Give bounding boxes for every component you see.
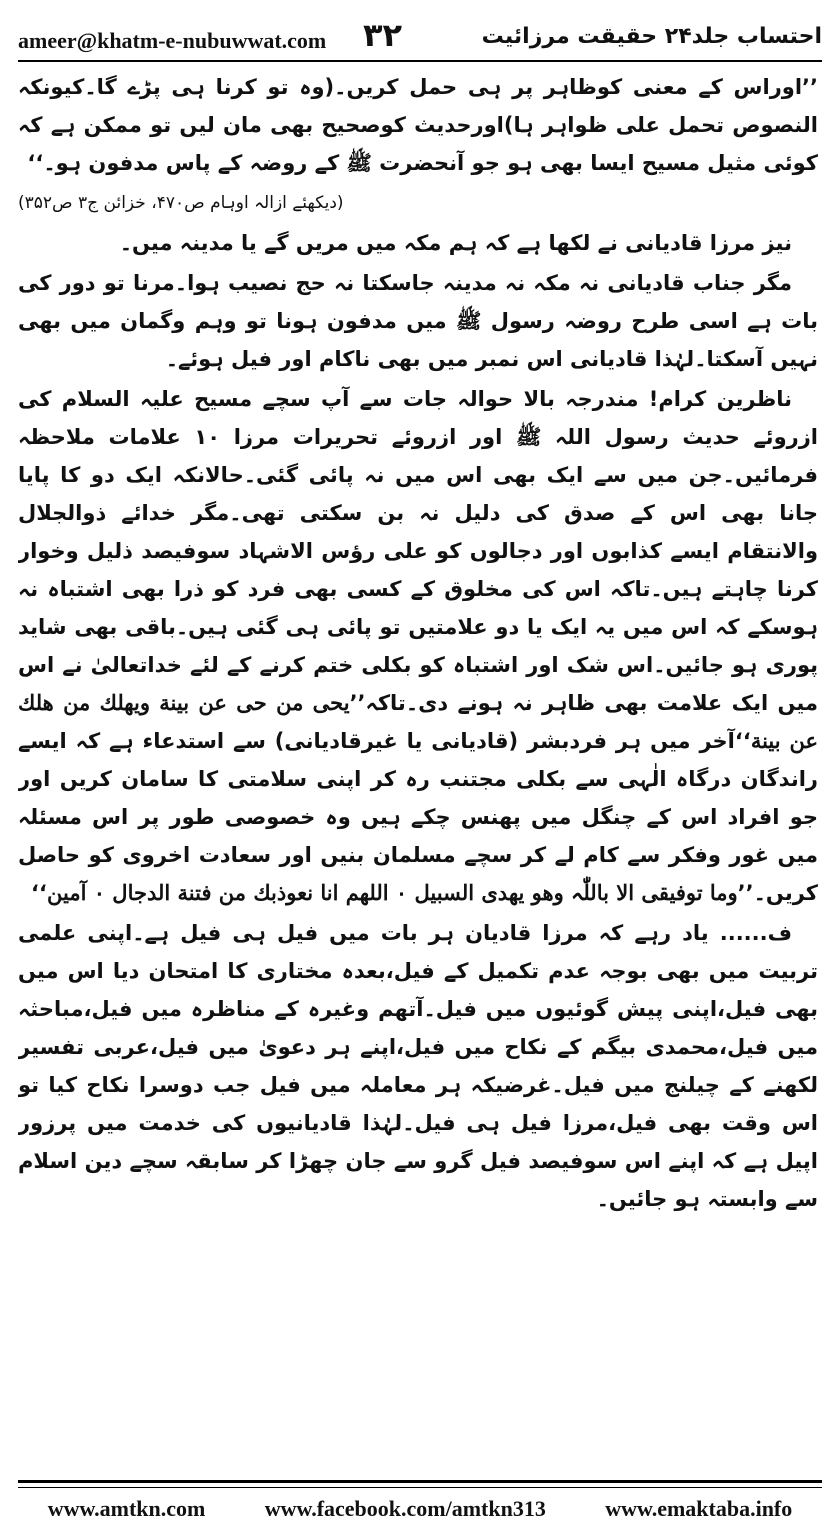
footer-link-emaktaba[interactable]: www.emaktaba.info [605,1496,793,1521]
footer-divider-thick [18,1480,822,1483]
paragraph-fail: ف...... یاد رہے کہ مرزا قادیان ہر بات میں فیل ہی فیل ہے۔اپنی علمی تربیت میں بھی بوجہ عدم تکمیل کے فیل،بعدہ مختاری کا امتحان دیا اس میں بھی فیل،اپنی پیش گوئیوں میں فیل۔آتھم وغیرہ کے مناظرہ میں فیل،مباحثہ میں فیل،محمدی بیگم کے نکاح میں فیل،اپنے ہر دعویٰ میں فیل،عربی تفسیر لکھنے کے چیلنج میں فیل۔غرضیکہ ہر معاملہ میں فیل جب دوسرا نکاح کیا تو اس وقت بھی فیل،مرزا فیل ہی فیل۔لہٰذا قادیانیوں کی خدمت میں پرزور اپیل ہے کہ اپنے اس سوفیصد فیل گرو سے جان چھڑا کر سابقہ سچے دین اسلام سے وابستہ ہو جائیں۔ [18,921,818,1211]
closing-quote: ‘‘ [31,881,47,905]
footer-divider-thin [18,1487,822,1488]
reference-line [18,184,818,222]
quote-paragraph [18,68,818,182]
reference-citation: (دیکھئے ازالہ اوہام ص۴۷۰، خزائن ج۳ ص۳۵۲) [18,193,344,213]
page-header [18,8,822,60]
header-email: ameer@khatm-e-nubuwwat.com [18,28,327,53]
paragraph-readers-text-a: ناظرین کرام! مندرجہ بالا حوالہ جات سے آپ سچے مسیح علیہ السلام کی ازروئے حدیث رسول اللہ ﷺ اور ازروئے تحریرات مرزا ۱۰ علامات ملاحظہ فرمائیں۔جن میں سے ایک بھی اس میں نہ پائی گئی۔حالانکہ ایک دو کا پایا جانا بھی اس کے صدق کی دلیل نہ بن سکتی تھی۔مگر خدائے ذوالجلال والانتقام ایسے کذابوں اور دجالوں کو علی رؤس الاشہاد سوفیصد ذلیل وخوار کرنا چاہتے ہیں۔تاکہ اس کی مخلوق کے کسی بھی فرد کو ذرا بھی اشتباہ نہ ہوسکے کہ اس میں یہ ایک یا دو علامتیں تو پائی ہی گئی ہیں۔باقی بھی شاید پوری ہو جائیں۔اس شک اور اشتباہ کو بکلی ختم کرنے کے لئے خداتعالیٰ نے اس میں ایک علامت بھی ظاہر نہ ہونے دی۔تاکہ’’ [18,387,818,715]
page-footer [18,1496,822,1522]
paragraph-readers-text-b: ‘‘آخر میں ہر فردبشر (قادیانی یا غیرقادیانی) سے استدعاء ہے کہ ایسے راندگان درگاہ الٰہی سے بکلی مجتنب رہ کر اپنی سلامتی کا سامان کریں اور جو افراد اس کے چنگل میں پھنس چکے ہیں وہ خصوصی طور پر اس مسئلہ میں غور وفکر سے کام لے کر سچے مسلمان بنیں اور سعادت اخروی کو حاصل کریں۔’’ [18,729,818,905]
paragraph-readers [18,380,818,912]
book-title: احتساب جلد۲۴ حقیقت مرزائیت [481,24,822,49]
arabic-dua: وما توفیقی الا باللّٰہ وهو یهدی السبیل ۰ اللهم انا نعوذبك من فتنة الدجال ۰ آمین [47,880,738,905]
header-divider [18,60,822,62]
footer-link-facebook[interactable]: www.facebook.com/amtkn313 [264,1496,546,1521]
footer-link-amtkn[interactable]: www.amtkn.com [47,1496,206,1521]
arabic-verse-1: یحی من حی عن بینة ویهلك من هلك عن بینة [18,690,818,753]
page-body [18,68,818,1464]
paragraph-rauza: مگر جناب قادیانی نہ مکہ نہ مدینہ جاسکتا نہ حج نصیب ہوا۔مرنا تو دور کی بات ہے اسی طرح روضہ رسول ﷺ میں مدفون ہونا تو وہم وگمان میں بھی نہیں آسکتا۔لہٰذا قادیانی اس نمبر میں بھی ناکام اور فیل ہوئے۔ [18,271,818,371]
quote-text: ’’اوراس کے معنی کوظاہر پر ہی حمل کریں۔(وہ تو کرنا ہی پڑے گا۔کیونکہ النصوص تحمل علی ظواہر ہا)اورحدیث کوصحیح بھی مان لیں تو ممکن ہے کہ کوئی مثیل مسیح ایسا بھی ہو جو آنحضرت ﷺ کے روضہ کے پاس مدفون ہو۔‘‘ [18,75,818,175]
paragraph-makkah-madinah: نیز مرزا قادیانی نے لکھا ہے کہ ہم مکہ میں مریں گے یا مدینہ میں۔ [119,231,792,255]
page-number: ۳۲ [363,16,403,54]
